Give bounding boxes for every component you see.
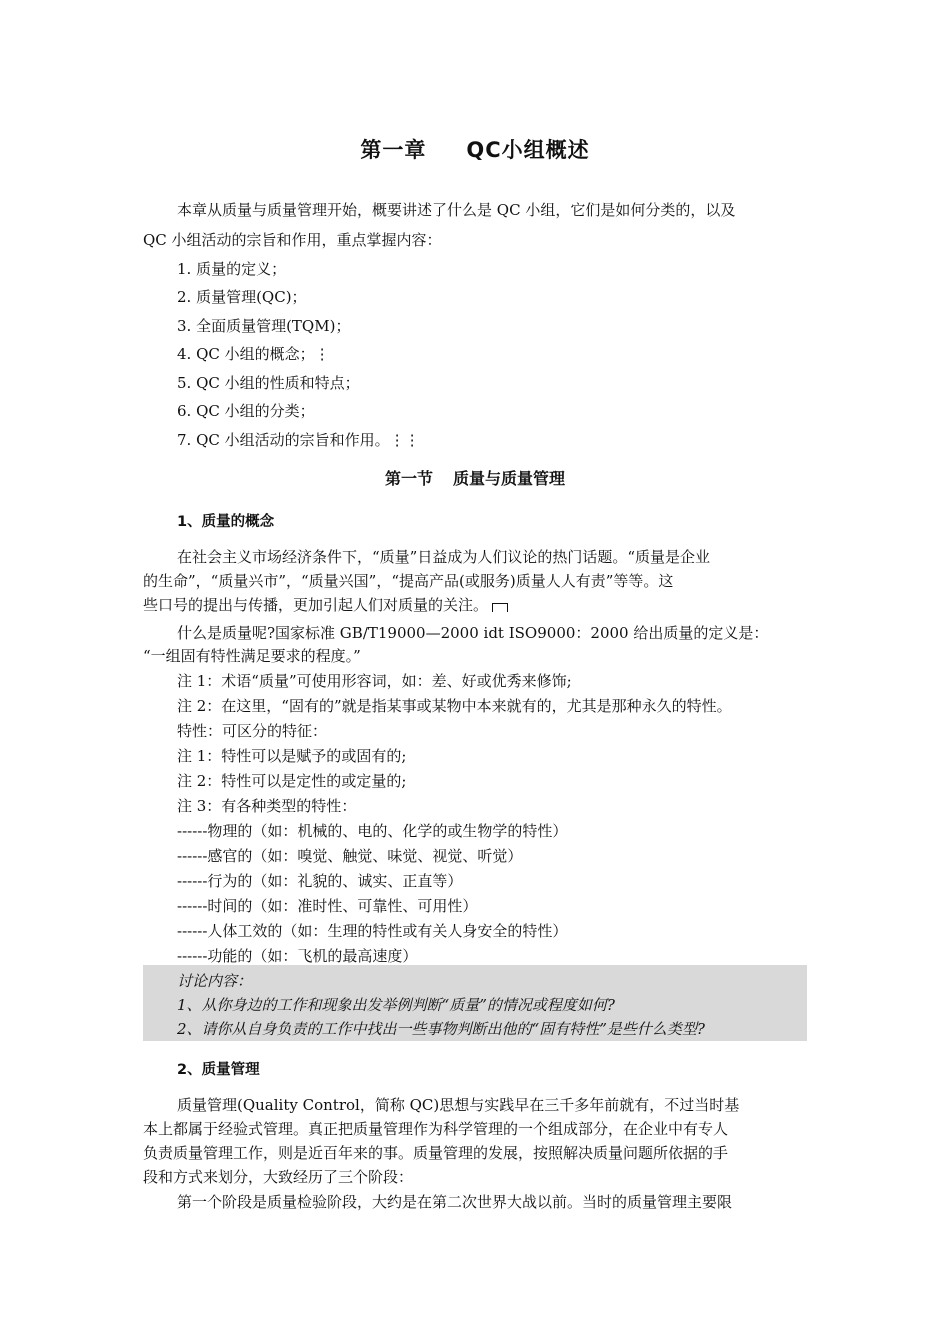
paragraph-line: 质量管理(Quality Control，简称 QC)思想与实践早在三千多年前就有，不过当时基 — [177, 1096, 740, 1114]
note-line: 注 1：术语“质量”可使用形容词，如：差、好或优秀来修饰; — [177, 672, 572, 690]
key-point-item: 2. 质量管理(QC)； — [177, 288, 307, 306]
characteristic-type: ------功能的（如：飞机的最高速度） — [177, 947, 418, 965]
key-point-item: 4. QC 小组的概念；⋮ — [177, 345, 330, 363]
chapter-name: QC小组概述 — [466, 138, 590, 162]
discussion-box — [143, 965, 807, 1041]
paragraph-line-text: 些口号的提出与传播，更加引起人们对质量的关注。 — [143, 596, 489, 614]
key-point-item: 1. 质量的定义； — [177, 260, 287, 278]
key-point-item: 5. QC 小组的性质和特点； — [177, 374, 360, 392]
subsection-heading: 2、质量管理 — [177, 1062, 260, 1078]
key-point-item: 7. QC 小组活动的宗旨和作用。⋮⋮ — [177, 431, 420, 449]
chapter-number: 第一章 — [360, 138, 427, 162]
note-line: 注 2：在这里，“固有的”就是指某事或某物中本来就有的，尤其是那种永久的特性。 — [177, 697, 732, 715]
paragraph-line: 的生命”，“质量兴市”，“质量兴国”，“提高产品(或服务)质量人人有责”等等。这 — [143, 572, 674, 590]
paragraph-line: 在社会主义市场经济条件下，“质量”日益成为人们议论的热门话题。“质量是企业 — [177, 548, 711, 566]
key-point-item: 6. QC 小组的分类； — [177, 402, 315, 420]
paragraph-line: 本上都属于经验式管理。真正把质量管理作为科学管理的一个组成部分，在企业中有专人 — [143, 1120, 729, 1138]
characteristic-type: ------感官的（如：嗅觉、触觉、味觉、视觉、听觉） — [177, 847, 523, 865]
note-line: 注 2：特性可以是定性的或定量的; — [177, 772, 407, 790]
discussion-question: 2、请你从自身负责的工作中找出一些事物判断出他的“固有特性”是些什么类型? — [177, 1020, 705, 1038]
intro-paragraph-line: 本章从质量与质量管理开始，概要讲述了什么是 QC 小组，它们是如何分类的，以及 — [177, 201, 736, 219]
note-line: 注 1：特性可以是赋予的或固有的; — [177, 747, 407, 765]
discussion-heading: 讨论内容： — [177, 972, 253, 990]
paragraph-line: 第一个阶段是质量检验阶段，大约是在第二次世界大战以前。当时的质量管理主要限 — [177, 1193, 733, 1211]
characteristic-type: ------行为的（如：礼貌的、诚实、正直等） — [177, 872, 463, 890]
paragraph-line: 段和方式来划分，大致经历了三个阶段： — [143, 1168, 414, 1186]
note-line: 注 3：有各种类型的特性： — [177, 797, 357, 815]
characteristic-type: ------时间的（如：准时性、可靠性、可用性） — [177, 897, 478, 915]
section-name: 质量与质量管理 — [453, 469, 566, 488]
paragraph-line — [143, 592, 508, 618]
characteristic-type: ------物理的（如：机械的、电的、化学的或生物学的特性） — [177, 822, 568, 840]
note-line: 特性：可区分的特征： — [177, 722, 328, 740]
section-title — [0, 466, 950, 489]
paragraph-line: “一组固有特性满足要求的程度。” — [143, 647, 361, 665]
section-number: 第一节 — [384, 469, 433, 488]
subsection-heading: 1、质量的概念 — [177, 514, 275, 530]
key-point-item: 3. 全面质量管理(TQM)； — [177, 317, 351, 335]
characteristic-type: ------人体工效的（如：生理的特性或有关人身安全的特性） — [177, 922, 568, 940]
chapter-title — [0, 134, 950, 164]
edit-mark-icon — [492, 603, 508, 612]
discussion-question: 1、从你身边的工作和现象出发举例判断“质量”的情况或程度如何? — [177, 996, 615, 1014]
paragraph-line: 负责质量管理工作，则是近百年来的事。质量管理的发展，按照解决质量问题所依据的手 — [143, 1144, 729, 1162]
paragraph-line: 什么是质量呢?国家标准 GB/T19000—2000 idt ISO9000：2000 给出质量的定义是： — [177, 624, 769, 642]
intro-paragraph-line: QC 小组活动的宗旨和作用，重点掌握内容： — [143, 231, 442, 249]
